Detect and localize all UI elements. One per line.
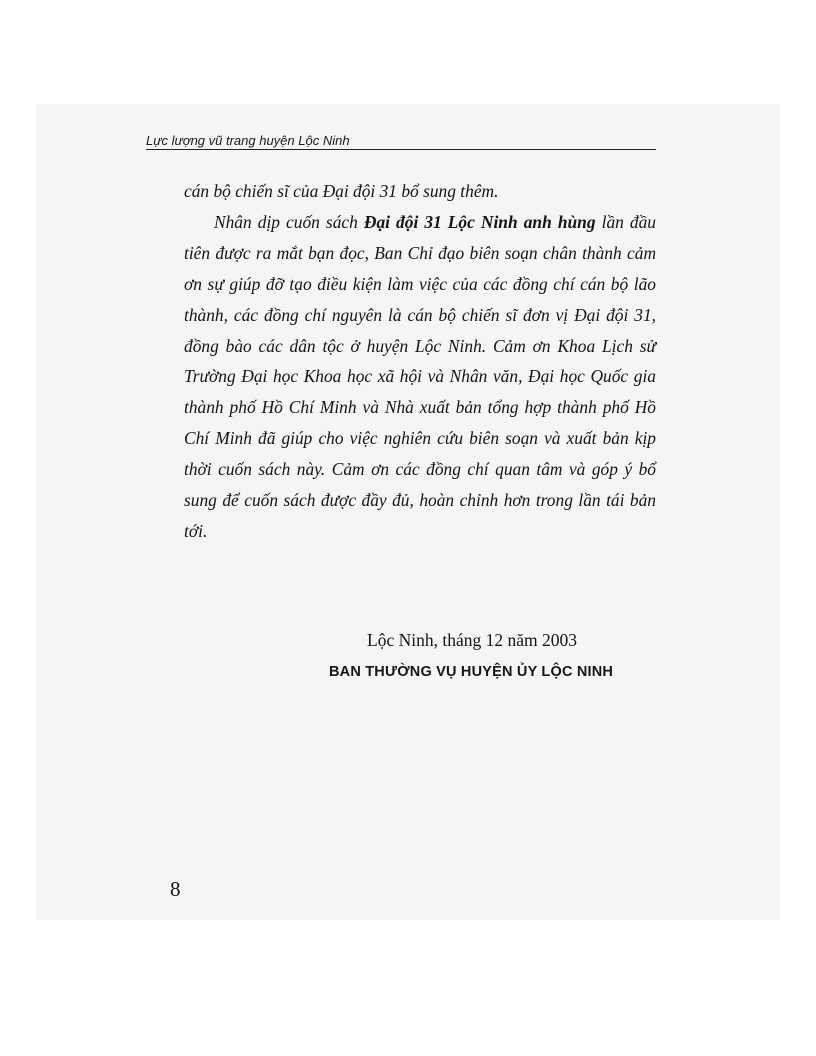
place-date-line: Lộc Ninh, tháng 12 năm 2003 <box>367 630 577 650</box>
running-header-title: Lực lượng vũ trang huyện Lộc Ninh <box>146 133 350 148</box>
page-number: 8 <box>170 877 181 901</box>
paragraph-lead-text: Nhân dịp cuốn sách <box>214 211 364 232</box>
paragraph-body-text: lần đầu tiên được ra mắt bạn đọc, Ban Chỉ đạo biên soạn chân thành cảm ơn sự giúp đỡ tạo điều kiện làm việc của các đồng chí cán bộ lão thành, các đồng chí nguyên là cán bộ chiến sĩ đơn vị Đại đội 31, đồng bào các dân tộc ở huyện Lộc Ninh. Cảm ơn Khoa Lịch sử Trường Đại học Khoa học xã hội và Nhân văn, Đại học Quốc gia thành phố Hồ Chí Minh và Nhà xuất bản tổng hợp thành phố Hồ Chí Minh đã giúp cho việc nghiên cứu biên soạn và xuất bản kịp thời cuốn sách này. Cảm ơn các đồng chí quan tâm và góp ý bổ sung để cuốn sách được đầy đủ, hoàn chỉnh hơn trong lần tái bản tới. <box>184 211 656 541</box>
header-rule <box>146 149 656 150</box>
book-title-bold: Đại đội 31 Lộc Ninh anh hùng <box>363 211 596 232</box>
paragraph-acknowledgement <box>184 207 656 547</box>
paragraph-continuation: cán bộ chiến sĩ của Đại đội 31 bổ sung thêm. <box>184 181 499 201</box>
signatory-line: BAN THƯỜNG VỤ HUYỆN ỦY LỘC NINH <box>329 664 614 680</box>
body-text <box>184 176 656 547</box>
